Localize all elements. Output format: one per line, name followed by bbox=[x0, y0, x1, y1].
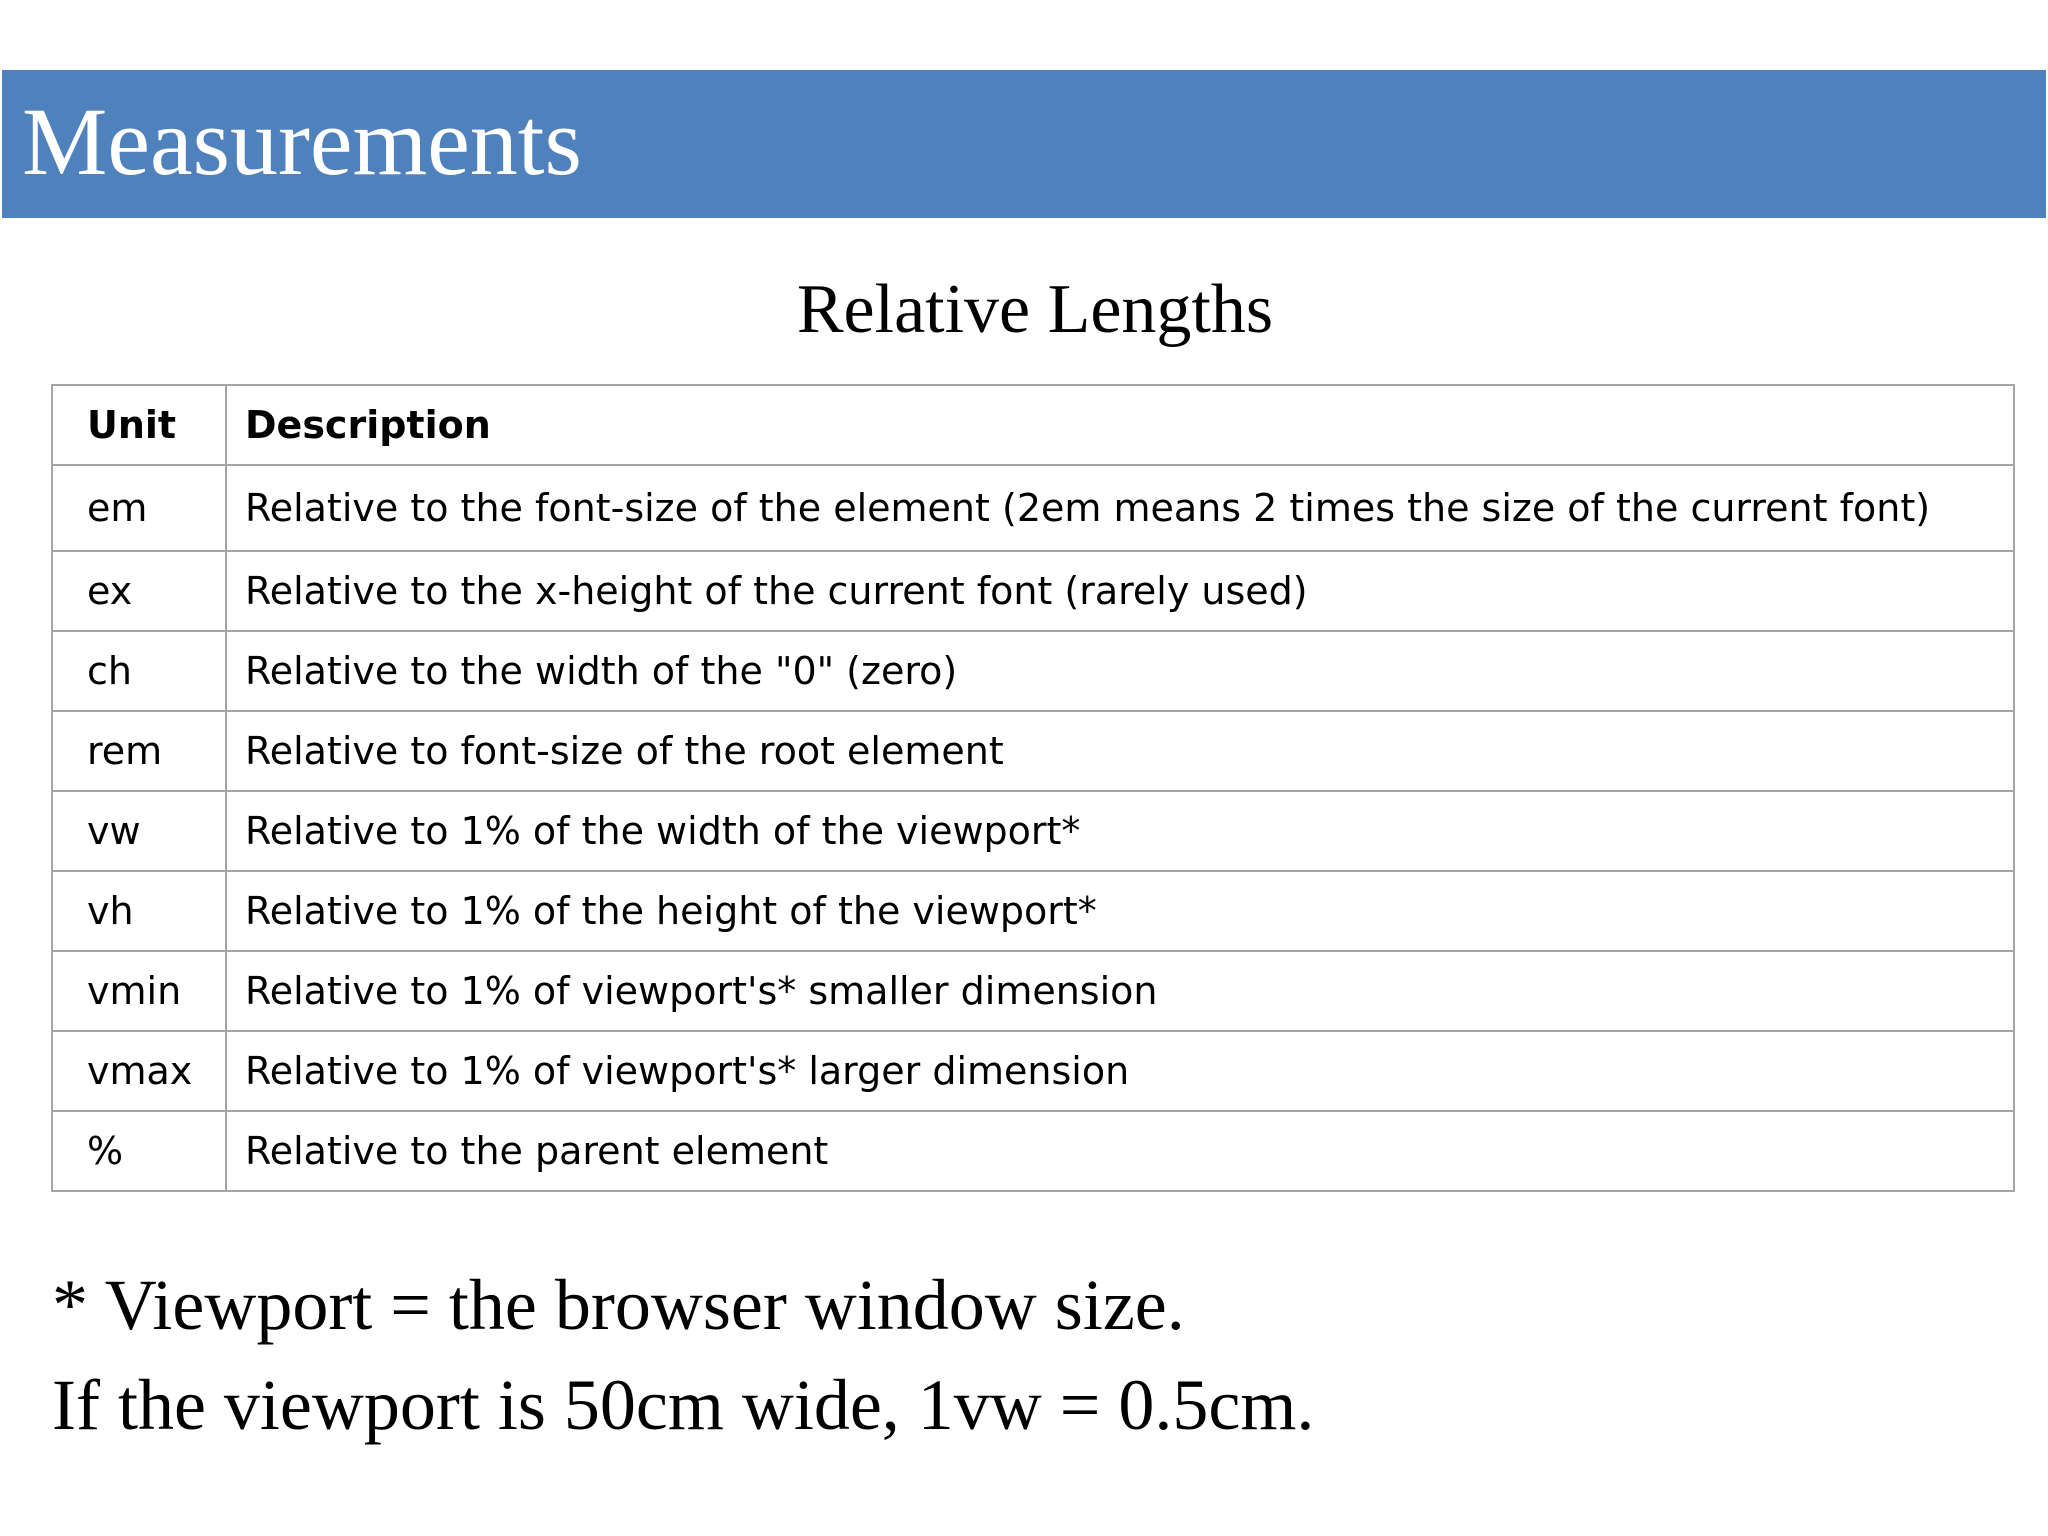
description-cell: Relative to the width of the "0" (zero) bbox=[226, 631, 2014, 711]
viewport-footnote: * Viewport = the browser window size. bbox=[52, 1265, 1185, 1345]
units-table bbox=[51, 384, 2015, 1192]
table-row bbox=[52, 551, 2014, 631]
unit-cell: ch bbox=[52, 631, 226, 711]
description-cell: Relative to the parent element bbox=[226, 1111, 2014, 1191]
description-cell: Relative to the font-size of the element (2em means 2 times the size of the current font) bbox=[226, 465, 2014, 551]
table-row bbox=[52, 465, 2014, 551]
table-row bbox=[52, 951, 2014, 1031]
unit-cell: vh bbox=[52, 871, 226, 951]
header-description: Description bbox=[226, 385, 2014, 465]
description-cell: Relative to 1% of viewport's* larger dimension bbox=[226, 1031, 2014, 1111]
table-row bbox=[52, 1111, 2014, 1191]
table-row bbox=[52, 1031, 2014, 1111]
table-row bbox=[52, 791, 2014, 871]
slide-subtitle: Relative Lengths bbox=[796, 271, 1274, 348]
table-header-row bbox=[52, 385, 2014, 465]
header-unit: Unit bbox=[52, 385, 226, 465]
title-bar bbox=[2, 70, 2046, 218]
table-row bbox=[52, 871, 2014, 951]
unit-cell: rem bbox=[52, 711, 226, 791]
unit-cell: vmin bbox=[52, 951, 226, 1031]
unit-cell: vmax bbox=[52, 1031, 226, 1111]
unit-cell: em bbox=[52, 465, 226, 551]
unit-cell: vw bbox=[52, 791, 226, 871]
table-row bbox=[52, 631, 2014, 711]
description-cell: Relative to font-size of the root element bbox=[226, 711, 2014, 791]
slide-title: Measurements bbox=[22, 88, 582, 195]
description-cell: Relative to the x-height of the current font (rarely used) bbox=[226, 551, 2014, 631]
description-cell: Relative to 1% of the height of the viewport* bbox=[226, 871, 2014, 951]
description-cell: Relative to 1% of the width of the viewport* bbox=[226, 791, 2014, 871]
table-row bbox=[52, 711, 2014, 791]
description-cell: Relative to 1% of viewport's* smaller dimension bbox=[226, 951, 2014, 1031]
unit-cell: ex bbox=[52, 551, 226, 631]
example-footnote: If the viewport is 50cm wide, 1vw = 0.5cm. bbox=[52, 1365, 1315, 1445]
unit-cell: % bbox=[52, 1111, 226, 1191]
